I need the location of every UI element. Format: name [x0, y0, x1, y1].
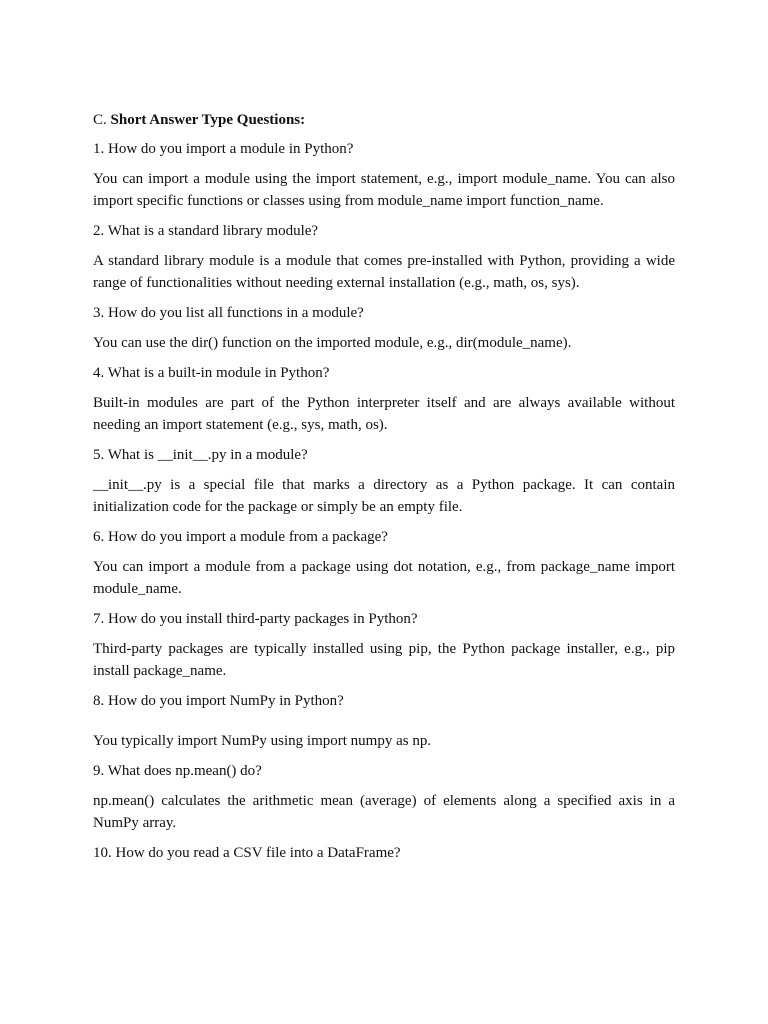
answer-5: __init__.py is a special file that marks a directory as a Python package. It can contain initialization code for the package or simply be an empty file.	[93, 477, 675, 515]
section-title: Short Answer Type Questions:	[110, 112, 306, 128]
qa-item-5	[93, 444, 675, 518]
answer-4: Built-in modules are part of the Python interpreter itself and are always available without needing an import statement (e.g., sys, math, os).	[93, 395, 675, 433]
qa-item-7	[93, 608, 675, 682]
answer-6: You can import a module from a package using dot notation, e.g., from package_name import module_name.	[93, 559, 675, 597]
qa-item-3	[93, 302, 675, 354]
answer-1: You can import a module using the import statement, e.g., import module_name. You can also import specific functions or classes using from module_name import function_name.	[93, 171, 675, 209]
section-prefix: C.	[93, 112, 107, 128]
question-6: 6. How do you import a module from a package?	[93, 529, 388, 545]
qa-item-1	[93, 138, 675, 212]
question-8: 8. How do you import NumPy in Python?	[93, 693, 344, 709]
question-4: 4. What is a built-in module in Python?	[93, 365, 330, 381]
question-7: 7. How do you install third-party packages in Python?	[93, 611, 418, 627]
answer-8: You typically import NumPy using import numpy as np.	[93, 733, 432, 749]
answer-9: np.mean() calculates the arithmetic mean (average) of elements along a specified axis in a NumPy array.	[93, 793, 675, 831]
question-9: 9. What does np.mean() do?	[93, 763, 262, 779]
qa-item-4	[93, 362, 675, 436]
question-1: 1. How do you import a module in Python?	[93, 141, 354, 157]
answer-3: You can use the dir() function on the imported module, e.g., dir(module_name).	[93, 335, 572, 351]
answer-7: Third-party packages are typically installed using pip, the Python package installer, e.g., pip install package_name.	[93, 641, 675, 679]
section-heading	[93, 109, 675, 131]
question-3: 3. How do you list all functions in a module?	[93, 305, 364, 321]
document-content	[93, 109, 675, 872]
qa-item-8	[93, 690, 675, 752]
qa-item-2	[93, 220, 675, 294]
qa-item-10	[93, 842, 675, 864]
question-5: 5. What is __init__.py in a module?	[93, 447, 308, 463]
question-2: 2. What is a standard library module?	[93, 223, 319, 239]
qa-item-6	[93, 526, 675, 600]
qa-item-9	[93, 760, 675, 834]
question-10: 10. How do you read a CSV file into a DataFrame?	[93, 845, 401, 861]
answer-2: A standard library module is a module that comes pre-installed with Python, providing a wide range of functionalities without needing external installation (e.g., math, os, sys).	[93, 253, 675, 291]
